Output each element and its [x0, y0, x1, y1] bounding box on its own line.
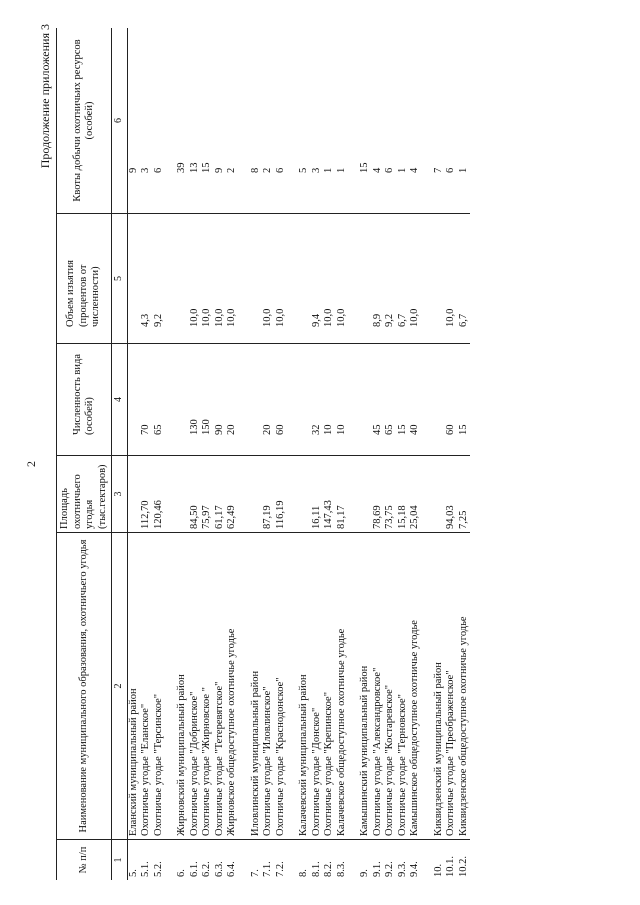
table-row [336, 28, 349, 880]
row-name: Охотничье угодье "Преображенское" [445, 533, 458, 840]
row-harvest-rate: 9,2 [384, 214, 397, 344]
row-harvest-rate: 10,0 [275, 214, 288, 344]
table-row [189, 28, 202, 880]
table-row [384, 28, 397, 880]
row-number: 5.2. [153, 840, 166, 881]
row-name: Калачевское общедоступное охотничье угодье [336, 533, 349, 840]
row-harvest-rate: 8,9 [372, 214, 385, 344]
row-quota [348, 28, 359, 214]
row-number: 10.2. [458, 840, 471, 881]
row-number: 9.2. [384, 840, 397, 881]
row-name [165, 533, 176, 840]
row-quota: 3 [310, 167, 322, 173]
row-name: Еланский муниципальный район [127, 533, 140, 840]
row-number: 6.4. [226, 840, 239, 881]
row-quota: 4 [371, 167, 383, 173]
row-population: 130 [189, 344, 202, 456]
document-sheet [20, 22, 620, 882]
table-row [298, 28, 311, 880]
row-number: 9.4. [409, 840, 422, 881]
row-harvest-rate: 10,0 [445, 214, 458, 344]
row-name [239, 533, 250, 840]
row-harvest-rate [359, 214, 372, 344]
row-population [422, 344, 433, 456]
row-number [422, 840, 433, 881]
row-area [433, 456, 446, 533]
row-population [250, 344, 263, 456]
row-quota: 4 [409, 167, 420, 173]
row-area: 15,18 [397, 456, 410, 533]
row-population [176, 344, 189, 456]
row-number: 6.3. [214, 840, 227, 881]
row-number: 7. [250, 840, 263, 881]
row-harvest-rate [433, 214, 446, 344]
row-population: 15 [458, 344, 471, 456]
column-index-row [112, 28, 128, 880]
table-row [323, 28, 336, 880]
header-area: Площадь охотничьего угодья (тыс.гектаров) [57, 456, 112, 533]
row-name: Охотничье угодье "Терсинское" [153, 533, 166, 840]
row-area: 16,11 [311, 456, 324, 533]
row-population [348, 344, 359, 456]
row-number: 6.1. [189, 840, 202, 881]
row-quota: 6 [274, 167, 286, 173]
row-number: 5.1. [140, 840, 153, 881]
row-number: 5. [127, 840, 140, 881]
row-harvest-rate: 10,0 [214, 214, 227, 344]
row-number: 6. [176, 840, 189, 881]
row-harvest-rate [176, 214, 189, 344]
header-quota: Квоты добычи охотничьих ресурсов (особей) [57, 28, 112, 214]
row-population: 70 [140, 344, 153, 456]
row-area [239, 456, 250, 533]
row-harvest-rate: 10,0 [409, 214, 422, 344]
table-row [165, 28, 176, 880]
row-quota [422, 28, 433, 214]
row-area: 25,04 [409, 456, 422, 533]
row-number [165, 840, 176, 881]
row-harvest-rate: 10,0 [262, 214, 275, 344]
row-number: 8.3. [336, 840, 349, 881]
row-name [287, 533, 298, 840]
table-row [422, 28, 433, 880]
row-name: Охотничье угодье "Крепинское" [323, 533, 336, 840]
row-area: 7,25 [458, 456, 471, 533]
row-quota: 5 [298, 167, 309, 173]
row-quota [165, 28, 176, 214]
row-harvest-rate [165, 214, 176, 344]
row-harvest-rate: 9,2 [153, 214, 166, 344]
header-harvest-rate: Объем изъятия (процентов от численности) [57, 214, 112, 344]
row-quota: 9 [213, 167, 225, 173]
row-population: 45 [372, 344, 385, 456]
table-row [445, 28, 458, 880]
table-row [176, 28, 189, 880]
row-number: 8.2. [323, 840, 336, 881]
row-area [287, 456, 298, 533]
row-quota: 6 [384, 167, 395, 173]
row-population: 15 [397, 344, 410, 456]
quota-table [56, 28, 470, 880]
row-number: 10.1. [445, 840, 458, 881]
row-population [165, 344, 176, 456]
row-quota [287, 28, 298, 214]
row-quota: 15 [201, 162, 212, 173]
row-area: 84,50 [189, 456, 202, 533]
row-population: 40 [409, 344, 422, 456]
column-index: 3 [112, 456, 128, 533]
row-number: 8.1. [311, 840, 324, 881]
row-quota [239, 28, 250, 214]
row-number [348, 840, 359, 881]
table-row [311, 28, 324, 880]
row-quota: 6 [152, 167, 164, 173]
row-harvest-rate: 10,0 [336, 214, 349, 344]
row-number: 10. [433, 840, 446, 881]
table-row [214, 28, 227, 880]
row-area: 112,70 [140, 456, 153, 533]
row-area [165, 456, 176, 533]
row-harvest-rate [127, 214, 140, 344]
row-quota: 9 [127, 167, 139, 173]
row-name: Охотничье угодье "Костаревское" [384, 533, 397, 840]
row-quota: 2 [226, 167, 237, 173]
row-number: 8. [298, 840, 311, 881]
row-name: Охотничье угодье "Еланское" [140, 533, 153, 840]
row-name: Охотничье угодье "Донское" [311, 533, 324, 840]
row-area: 87,19 [262, 456, 275, 533]
row-area [176, 456, 189, 533]
row-population: 32 [311, 344, 324, 456]
row-area [348, 456, 359, 533]
header-population: Численность вида (особей) [57, 344, 112, 456]
row-area: 94,03 [445, 456, 458, 533]
row-population: 65 [153, 344, 166, 456]
row-population: 20 [262, 344, 275, 456]
row-name: Охотничье угодье "Тетеревятское" [214, 533, 227, 840]
table-row [287, 28, 298, 880]
table-row [201, 28, 214, 880]
row-population: 20 [226, 344, 239, 456]
row-harvest-rate [298, 214, 311, 344]
table-row [359, 28, 372, 880]
row-number: 6.2. [201, 840, 214, 881]
page-number: 2 [24, 461, 38, 467]
row-name: Охотничье угодье "Иловлинское" [262, 533, 275, 840]
row-population [298, 344, 311, 456]
table-row [239, 28, 250, 880]
row-area: 75,97 [201, 456, 214, 533]
row-number [287, 840, 298, 881]
header-name: Наименование муниципального образования, охотничьего угодья [57, 533, 112, 840]
row-name: Калачевский муниципальный район [298, 533, 311, 840]
row-area: 120,46 [153, 456, 166, 533]
row-population: 65 [384, 344, 397, 456]
row-quota: 1 [396, 167, 408, 173]
table-body [127, 28, 470, 880]
table-row [348, 28, 359, 880]
row-area: 147,43 [323, 456, 336, 533]
row-name: Жирновский муниципальный район [176, 533, 189, 840]
row-name [422, 533, 433, 840]
table-row [153, 28, 166, 880]
table-row [397, 28, 410, 880]
row-number: 9.1. [372, 840, 385, 881]
row-number: 7.1. [262, 840, 275, 881]
row-quota: 1 [457, 167, 469, 173]
row-name [348, 533, 359, 840]
row-quota: 6 [445, 167, 456, 173]
row-area: 116,19 [275, 456, 288, 533]
row-harvest-rate [250, 214, 263, 344]
row-quota: 15 [359, 162, 370, 173]
row-population [433, 344, 446, 456]
row-harvest-rate: 10,0 [323, 214, 336, 344]
row-population: 10 [323, 344, 336, 456]
row-population [239, 344, 250, 456]
header-row [57, 28, 112, 880]
row-name: Охотничье угодье "Александровское" [372, 533, 385, 840]
table-row [372, 28, 385, 880]
row-name: Камышинское общедоступное охотничье угодье [409, 533, 422, 840]
table-row [262, 28, 275, 880]
row-number: 7.2. [275, 840, 288, 881]
row-population: 10 [336, 344, 349, 456]
row-harvest-rate [422, 214, 433, 344]
row-quota: 7 [432, 167, 444, 173]
row-area [422, 456, 433, 533]
table-row [140, 28, 153, 880]
row-area [359, 456, 372, 533]
row-harvest-rate: 10,0 [189, 214, 202, 344]
row-quota: 13 [188, 162, 200, 173]
table-row [226, 28, 239, 880]
row-harvest-rate [239, 214, 250, 344]
column-index: 2 [112, 533, 128, 840]
row-name: Киквидзенский муниципальный район [433, 533, 446, 840]
column-index: 6 [112, 28, 128, 214]
row-area: 78,69 [372, 456, 385, 533]
row-quota: 8 [249, 167, 261, 173]
table-row [458, 28, 471, 880]
row-population: 60 [275, 344, 288, 456]
row-name: Охотничье угодье "Жирновское " [201, 533, 214, 840]
column-index: 1 [112, 840, 128, 881]
row-harvest-rate: 9,4 [311, 214, 324, 344]
table-row [127, 28, 140, 880]
row-harvest-rate [287, 214, 298, 344]
row-name: Киквидзенское общедоступное охотничье угодье [458, 533, 471, 840]
table-row [409, 28, 422, 880]
row-name: Жирновское общедоступное охотничье угодье [226, 533, 239, 840]
row-quota: 39 [176, 162, 187, 173]
row-name: Охотничье угодье "Краснодонское" [275, 533, 288, 840]
row-area: 62,49 [226, 456, 239, 533]
table-row [433, 28, 446, 880]
row-quota: 3 [140, 167, 151, 173]
row-area [298, 456, 311, 533]
row-quota: 1 [323, 167, 334, 173]
row-quota: 1 [335, 167, 347, 173]
row-population [287, 344, 298, 456]
table-row [275, 28, 288, 880]
row-harvest-rate: 6,7 [458, 214, 471, 344]
row-name: Охотничье угодье "Терновское" [397, 533, 410, 840]
column-index: 5 [112, 214, 128, 344]
row-population: 90 [214, 344, 227, 456]
row-area [250, 456, 263, 533]
row-name: Камышинский муниципальный район [359, 533, 372, 840]
row-harvest-rate: 6,7 [397, 214, 410, 344]
row-number: 9.3. [397, 840, 410, 881]
row-area: 61,17 [214, 456, 227, 533]
row-quota: 2 [262, 167, 273, 173]
row-harvest-rate: 10,0 [201, 214, 214, 344]
row-population [127, 344, 140, 456]
row-population: 60 [445, 344, 458, 456]
row-name: Охотничье угодье "Добринское" [189, 533, 202, 840]
row-area: 81,17 [336, 456, 349, 533]
row-number [239, 840, 250, 881]
header-number: № п/п [57, 840, 112, 881]
row-area: 73,75 [384, 456, 397, 533]
continuation-note: Продолжение приложения 3 [38, 24, 52, 169]
row-harvest-rate: 10,0 [226, 214, 239, 344]
table-row [250, 28, 263, 880]
row-name: Иловлинский муниципальный район [250, 533, 263, 840]
row-number: 9. [359, 840, 372, 881]
row-area [127, 456, 140, 533]
row-population [359, 344, 372, 456]
row-harvest-rate [348, 214, 359, 344]
row-harvest-rate: 4,3 [140, 214, 153, 344]
column-index: 4 [112, 344, 128, 456]
row-population: 150 [201, 344, 214, 456]
